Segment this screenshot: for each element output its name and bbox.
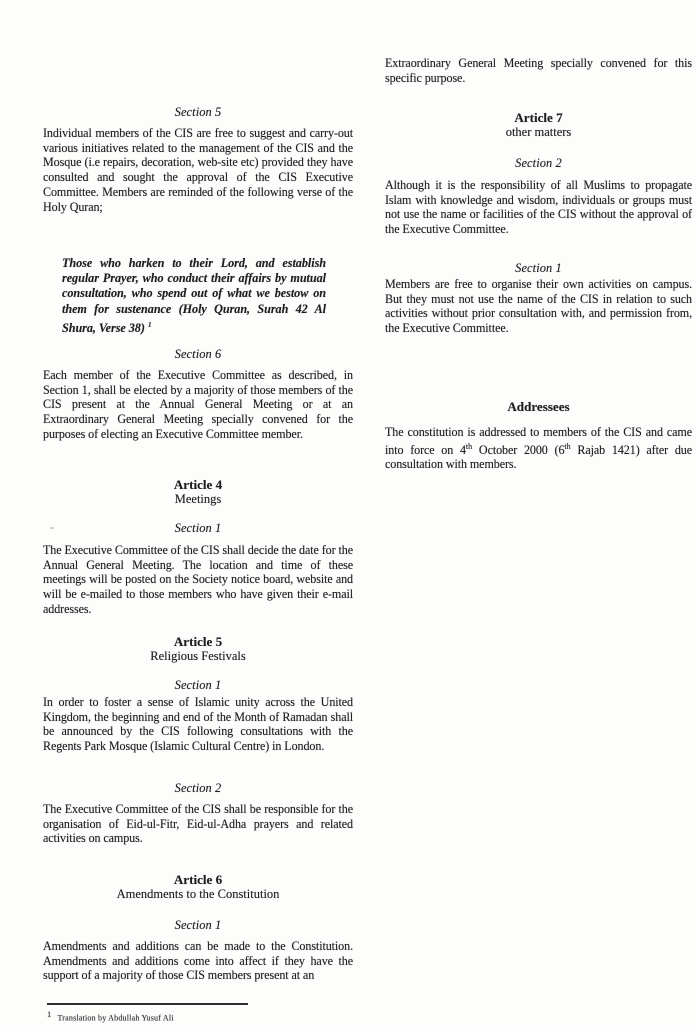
right-column xyxy=(385,0,692,1030)
footnote-reference-marker: 1 xyxy=(147,319,152,329)
scan-artifact xyxy=(50,527,54,529)
addressees-body-part3: Rajab 1421) after due consultation with members. xyxy=(385,442,692,472)
article-4-heading xyxy=(43,477,353,507)
article-5-heading xyxy=(43,634,353,664)
article-5-section-2-heading: Section 2 xyxy=(174,781,222,795)
left-column xyxy=(43,0,353,1030)
article-5-section-1-body: In order to foster a sense of Islamic unity across the United Kingdom, the beginning and end of the Month of Ramadan shall be announced by the CIS following consultations with the Regents Park Mosque (Islamic Cultural Centre) in London. xyxy=(43,695,353,754)
article-5-subtitle: Religious Festivals xyxy=(150,649,246,663)
article-5-section-1-heading: Section 1 xyxy=(174,678,222,692)
ordinal-suffix: th xyxy=(564,441,571,451)
article-7-section-1-body: Members are free to organise their own activities on campus. But they must not use the name of the CIS in relation to such activities without prior consultation with, and permission from, the Executive Committee. xyxy=(385,277,692,336)
article-6-heading xyxy=(43,872,353,902)
article-7-section-2-body: Although it is the responsibility of all Muslims to propagate Islam with knowledge and wisdom, individuals or groups must not use the name or facilities of the CIS without the approval of the Executive Committee. xyxy=(385,178,692,237)
ordinal-suffix: th xyxy=(465,441,473,451)
quran-quote xyxy=(62,256,326,336)
article-5-title: Article 5 xyxy=(173,634,223,649)
section-6-body: Each member of the Executive Committee as described, in Section 1, shall be elected by a majority of those members of the CIS present at the Annual General Meeting or at an Extraordinary General Meeting specially convened for the purposes of electing an Executive Committee member. xyxy=(43,368,353,441)
article-4-subtitle: Meetings xyxy=(174,492,222,506)
footnote-divider xyxy=(47,1003,248,1005)
footnote-line xyxy=(47,1009,347,1023)
article-7-subtitle: other matters xyxy=(505,125,572,139)
article-4-title: Article 4 xyxy=(173,477,223,492)
article-6-title: Article 6 xyxy=(173,872,223,887)
article-7-title: Article 7 xyxy=(514,110,563,125)
footnote xyxy=(47,1003,347,1023)
article-4-section-1-body: The Executive Committee of the CIS shall decide the date for the Annual General Meeting. The location and time of these meetings will be posted on the Society notice board, website and will be e-mailed to those members who have given their e-mail addresses. xyxy=(43,543,353,616)
article-7-section-1-heading: Section 1 xyxy=(515,261,562,275)
quran-quote-text: Those who harken to their Lord, and establish regular Prayer, who conduct their affairs by mutual consultation, who spend out of what we bestow on them for sustenance (Holy Quran, Surah 42 Al Shura, Verse 38) xyxy=(62,256,326,335)
continuation-body: Extraordinary General Meeting specially convened for this specific purpose. xyxy=(385,56,692,85)
section-5-body: Individual members of the CIS are free to suggest and carry-out various initiatives related to the management of the CIS and the Mosque (i.e repairs, decoration, web-site etc) provided they have consulted and sought the approval of the CIS Executive Committee. Members are reminded of the following verse of the Holy Quran; xyxy=(43,126,353,214)
footnote-marker: 1 xyxy=(47,1009,52,1019)
article-7-heading xyxy=(385,110,692,140)
article-6-section-1-heading: Section 1 xyxy=(174,918,222,932)
article-4-section-1-heading: Section 1 xyxy=(174,521,222,535)
article-5-section-2-body: The Executive Committee of the CIS shall be responsible for the organisation of Eid-ul-Fitr, Eid-ul-Adha prayers and related activities on campus. xyxy=(43,802,353,846)
section-5-heading: Section 5 xyxy=(174,105,222,119)
addressees-body-part2: October 2000 (6 xyxy=(472,442,565,457)
addressees-body-part1: The constitution is addressed to members of the CIS and came into force on 4 xyxy=(385,425,692,457)
addressees-heading: Addressees xyxy=(507,399,570,414)
footnote-text: Translation by Abdullah Yusuf Ali xyxy=(57,1013,174,1023)
section-6-heading: Section 6 xyxy=(174,347,222,361)
article-7-section-2-heading: Section 2 xyxy=(515,156,562,170)
article-6-subtitle: Amendments to the Constitution xyxy=(116,887,280,901)
addressees-body xyxy=(385,425,692,472)
article-6-section-1-body: Amendments and additions can be made to the Constitution. Amendments and additions come into affect if they have the support of a majority of those CIS members present at an xyxy=(43,939,353,983)
